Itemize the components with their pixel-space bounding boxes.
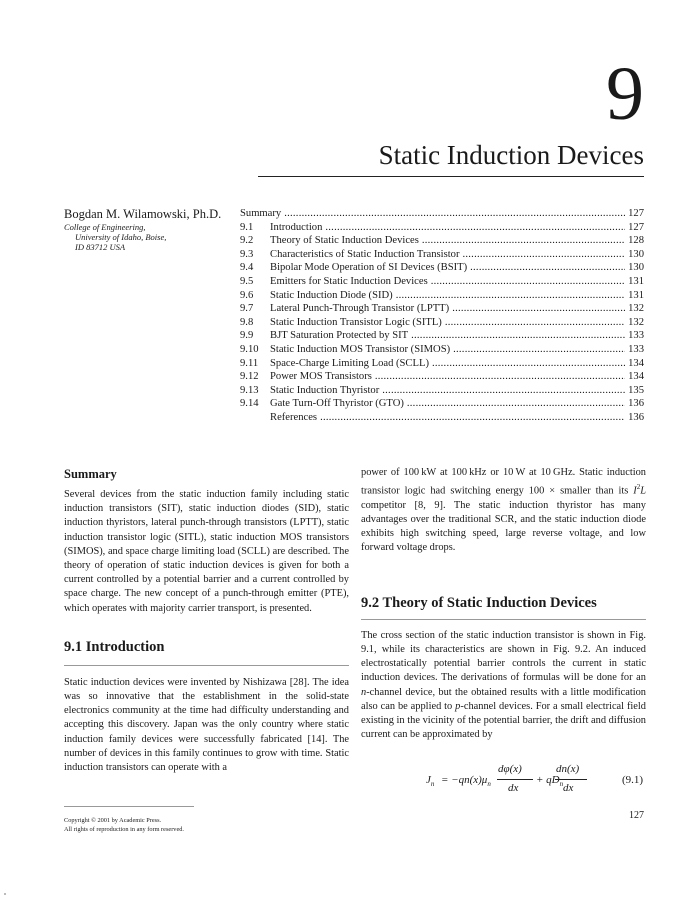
eq-fraction-1-denominator: dx [508,782,519,794]
toc-page: 134 [628,371,644,383]
eq-term-drift [441,774,491,788]
toc-leader-dots [445,316,625,330]
toc-number: 9.4 [240,262,254,274]
toc-leader-dots [431,275,625,289]
toc-title: Summary [240,208,282,219]
toc-title: Static Induction Diode (SID) [270,289,393,301]
text-run: competitor [8, 9]. The static induction thyristor has many advantages over the traditional SCR, and the static induction diode exhibits high switching speed, large reverse voltage, and low forward voltage drops. [361,499,646,554]
toc-entry-9-7[interactable] [240,302,644,316]
toc-entry-9-9[interactable] [240,329,644,343]
toc-entry-9-4[interactable] [240,261,644,275]
theory-paragraph [361,629,646,743]
toc-entry-9-1[interactable] [240,221,644,235]
toc-page: 136 [628,398,644,410]
toc-number: 9.3 [240,248,254,260]
eq-fraction-1-bar [497,779,533,780]
toc-entry-9-13[interactable] [240,384,644,398]
toc-title: Characteristics of Static Induction Transistor [270,248,460,260]
text-run-italic: n [361,686,367,698]
toc-entry-references[interactable] [240,411,644,425]
toc-title: References [270,411,318,423]
toc-leader-dots [422,234,625,248]
toc-page: 132 [628,303,644,315]
text-run-italic: I [633,485,637,497]
eq-term-diffusion [536,774,563,788]
toc-entry-9-12[interactable] [240,370,644,384]
toc-title: Lateral Punch-Through Transistor (LPTT) [270,303,450,315]
eq-fraction-2-denominator: dx [563,782,574,794]
toc-page: 131 [628,289,644,301]
toc-title: Emitters for Static Induction Devices [270,275,428,287]
scan-artifact [4,893,6,895]
toc-page: 130 [628,248,644,260]
theory-heading: 9.2 Theory of Static Induction Devices [361,594,646,620]
affiliation-line: College of Engineering, [64,222,146,232]
text-run: power of 100 kW at 100 kHz or 10 W at 10 GHz. Static induction transistor logic had switching energy 100 × smaller than its [361,467,646,497]
toc-entry-summary[interactable] [240,207,644,221]
toc-number: 9.5 [240,275,254,287]
toc-page: 133 [628,330,644,342]
introduction-continued-paragraph [361,466,646,556]
introduction-heading: 9.1 Introduction [64,638,349,666]
toc-leader-dots [382,384,625,398]
summary-heading: Summary [64,467,117,481]
page-number: 127 [629,810,644,821]
chapter-number: 9 [606,52,644,136]
text-run-italic: L [640,485,646,497]
toc-number: 9.6 [240,289,254,301]
toc-entry-9-11[interactable] [240,357,644,371]
footer-rule [64,806,194,807]
copyright-line: Copyright © 2001 by Academic Press. [64,817,162,824]
text-run: -channel devices. For a small electrical field existing in the vicinity of the potential barrier, the drift and diffusion current can be approximated by [361,700,646,741]
toc-title: Static Induction Transistor Logic (SITL) [270,316,442,328]
toc-title: Gate Turn-Off Thyristor (GTO) [270,398,404,410]
toc-leader-dots [453,343,625,357]
toc-page: 136 [628,411,644,423]
toc-number: 9.13 [240,384,259,396]
toc-page: 135 [628,384,644,396]
toc-leader-dots [284,207,625,221]
equation-9-1 [426,763,648,797]
eq-symbol: = −qn(x)μ [441,774,488,786]
toc-page: 134 [628,357,644,369]
toc-entry-9-8[interactable] [240,316,644,330]
toc-leader-dots [396,289,625,303]
eq-fraction-1-numerator: dφ(x) [498,763,522,775]
toc-title: Power MOS Transistors [270,371,372,383]
toc-leader-dots [411,329,625,343]
toc-entry-9-2[interactable] [240,234,644,248]
toc-title: Static Induction Thyristor [270,384,380,396]
text-run-italic: p [455,700,461,712]
left-column [64,466,349,775]
toc-number: 9.9 [240,330,254,342]
toc-number: 9.1 [240,221,254,233]
toc-leader-dots [452,302,625,316]
toc-page: 133 [628,343,644,355]
toc-page: 128 [628,235,644,247]
footer-copyright [64,816,184,834]
affiliation-line: University of Idaho, Boise, [75,232,167,242]
toc-title: Bipolar Mode Operation of SI Devices (BSIT) [270,262,468,274]
toc-number: 9.7 [240,303,254,315]
text-run: The cross section of the static induction transistor is shown in Fig. 9.1, while its characteristics are shown in Fig. 9.2. An induced electrostatically potential barrier controls the current in static induction devices. The derivations of formulas will be done for an [361,629,646,684]
toc-page: 131 [628,275,644,287]
toc-number: 9.12 [240,371,259,383]
superscript: 2 [636,483,641,492]
eq-subscript: n [430,780,435,789]
toc-number: 9.10 [240,343,259,355]
author-block [64,207,239,252]
toc-title: Space-Charge Limiting Load (SCLL) [270,357,429,369]
author-name: Bogdan M. Wilamowski, Ph.D. [64,207,222,221]
toc-title: Static Induction MOS Transistor (SIMOS) [270,343,451,355]
toc-title: BJT Saturation Protected by SIT [270,330,409,342]
text-run: -channel device, but the obtained results with a little modification also can be applied to [361,686,646,712]
toc-page: 127 [628,208,644,219]
toc-page: 130 [628,262,644,274]
toc-entry-9-3[interactable] [240,248,644,262]
toc-number: 9.8 [240,316,254,328]
eq-fraction-2-bar [555,779,587,780]
toc-leader-dots [462,248,625,262]
chapter-title: Static Induction Devices [378,140,644,170]
toc-entry-9-5[interactable] [240,275,644,289]
eq-fraction-2-numerator: dn(x) [556,763,580,775]
toc-leader-dots [375,370,625,384]
toc-leader-dots [407,397,625,411]
toc-number: 9.2 [240,235,254,247]
eq-symbol: + qD [536,774,560,786]
toc-number: 9.14 [240,398,259,410]
table-of-contents [240,207,644,425]
toc-leader-dots [470,261,625,275]
toc-page: 132 [628,316,644,328]
toc-title: Theory of Static Induction Devices [270,235,419,247]
right-column [361,466,646,742]
eq-symbol: J [426,774,431,786]
toc-leader-dots [325,221,625,235]
eq-lhs [426,774,434,788]
summary-paragraph: Several devices from the static induction family including static induction transistors (SIT), static induction diodes (SID), static induction thyristors, lateral punch-through transistors (LPTT), static induction transistor logic (SITL), static induction MOS transistors (SIMOS), and space charge limiting load (SCLL) are described. The theory of operation of static induction devices is given for both a current controlled by a potential barrier and a current controlled by space charge. The new concept of a punch-through emitter (PTE), which operates with majority carrier transport, is presented. [64,489,349,614]
toc-page: 127 [628,221,644,233]
toc-title: Introduction [270,221,323,233]
toc-leader-dots [432,357,625,371]
rights-line: All rights of reproduction in any form reserved. [64,826,184,833]
toc-leader-dots [320,411,625,425]
eq-subscript: n [559,780,564,789]
toc-entry-9-14[interactable] [240,397,644,411]
introduction-paragraph: Static induction devices were invented by Nishizawa [28]. The idea was so innovative that the establishment in the solid-state electronics community at the time had difficulty understanding and accepting this discovery. Japan was the only country where static induction family devices were successfully fabricated [14]. The number of devices in this family continues to grow with time. Static induction transistors can operate with a [64,676,349,774]
toc-entry-9-10[interactable] [240,343,644,357]
eq-subscript: n [487,780,491,789]
toc-entry-9-6[interactable] [240,289,644,303]
equation-number: (9.1) [622,774,644,786]
toc-number: 9.11 [240,357,259,369]
affiliation-line: ID 83712 USA [75,242,126,252]
chapter-title-rule [258,176,644,177]
